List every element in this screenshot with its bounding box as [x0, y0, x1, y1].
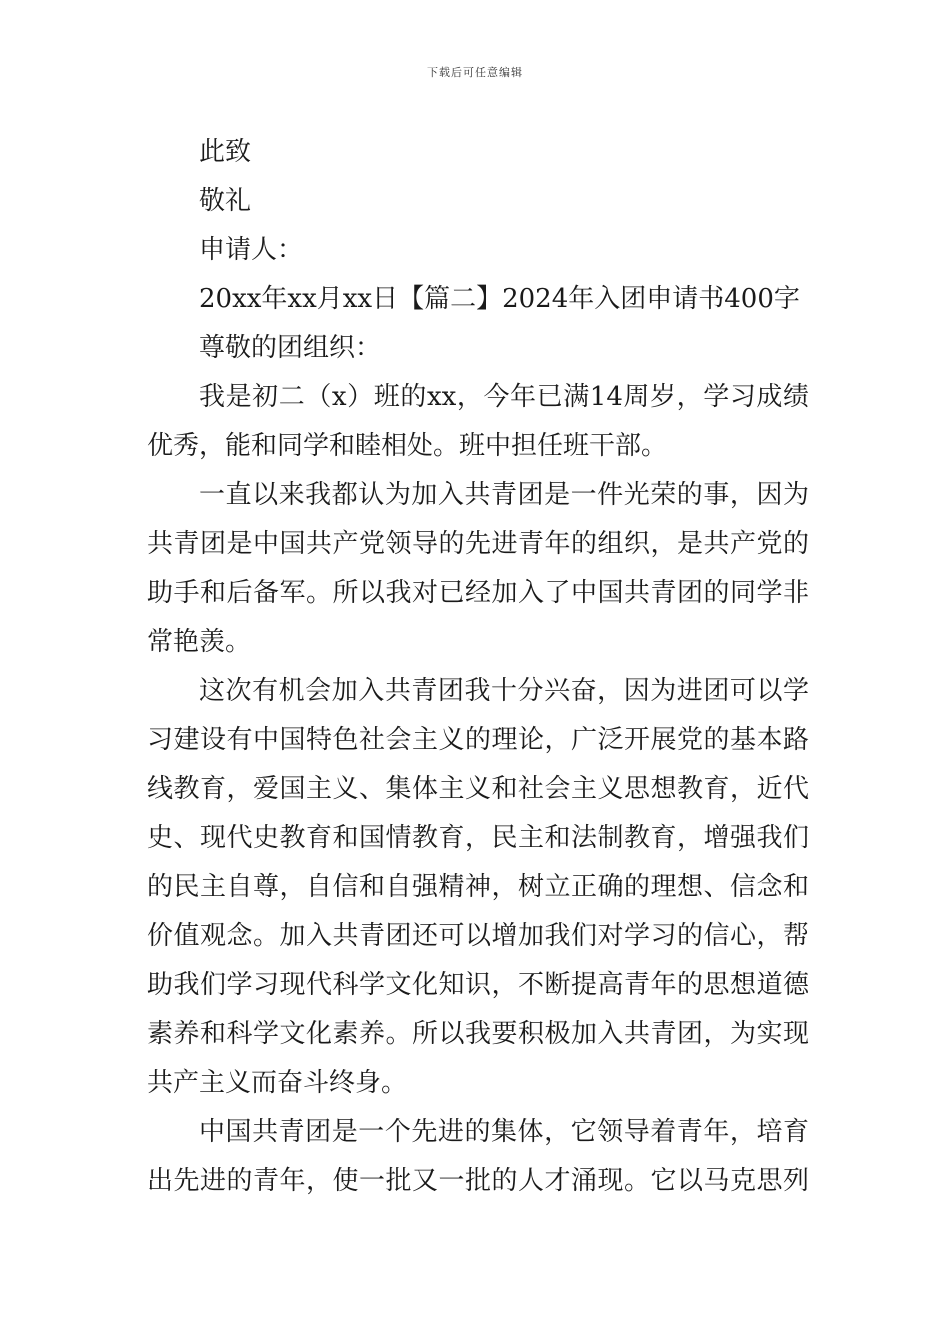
paragraph-line: 助手和后备军。所以我对已经加入了中国共青团的同学非 [147, 578, 809, 608]
date-title-line: 20xx年xx月xx日【篇二】2024年入团申请书400字 [199, 284, 800, 314]
paragraph-line: 常艳羡。 [147, 627, 252, 657]
paragraph-line: 史、现代史教育和国情教育，民主和法制教育，增强我们 [147, 823, 809, 853]
greeting-line: 尊敬的团组织： [199, 333, 382, 363]
document-body [147, 128, 809, 1206]
paragraph-line: 助我们学习现代科学文化知识，不断提高青年的思想道德 [147, 970, 809, 1000]
paragraph-line: 共产主义而奋斗终身。 [147, 1068, 408, 1098]
paragraph-line: 我是初二（x）班的xx，今年已满14周岁，学习成绩 [199, 382, 809, 412]
salutation-line: 敬礼 [199, 186, 252, 216]
paragraph-line: 的民主自尊，自信和自强精神，树立正确的理想、信念和 [147, 872, 809, 902]
closing-line: 此致 [199, 137, 252, 167]
paragraph-line: 价值观念。加入共青团还可以增加我们对学习的信心，帮 [147, 921, 809, 951]
paragraph-line: 习建设有中国特色社会主义的理论，广泛开展党的基本路 [147, 725, 809, 755]
paragraph-line: 出先进的青年，使一批又一批的人才涌现。它以马克思列 [147, 1166, 809, 1196]
paragraph-line: 一直以来我都认为加入共青团是一件光荣的事，因为 [199, 480, 809, 510]
paragraph-line: 线教育，爱国主义、集体主义和社会主义思想教育，近代 [147, 774, 809, 804]
page-header: 下载后可任意编辑 [427, 66, 523, 79]
paragraph-line: 优秀，能和同学和睦相处。班中担任班干部。 [147, 431, 668, 461]
paragraph-line: 素养和科学文化素养。所以我要积极加入共青团，为实现 [147, 1019, 809, 1049]
paragraph-line: 共青团是中国共产党领导的先进青年的组织，是共产党的 [147, 529, 809, 559]
applicant-line: 申请人： [199, 235, 304, 265]
paragraph-line: 中国共青团是一个先进的集体，它领导着青年，培育 [199, 1117, 809, 1147]
paragraph-line: 这次有机会加入共青团我十分兴奋，因为进团可以学 [199, 676, 809, 706]
